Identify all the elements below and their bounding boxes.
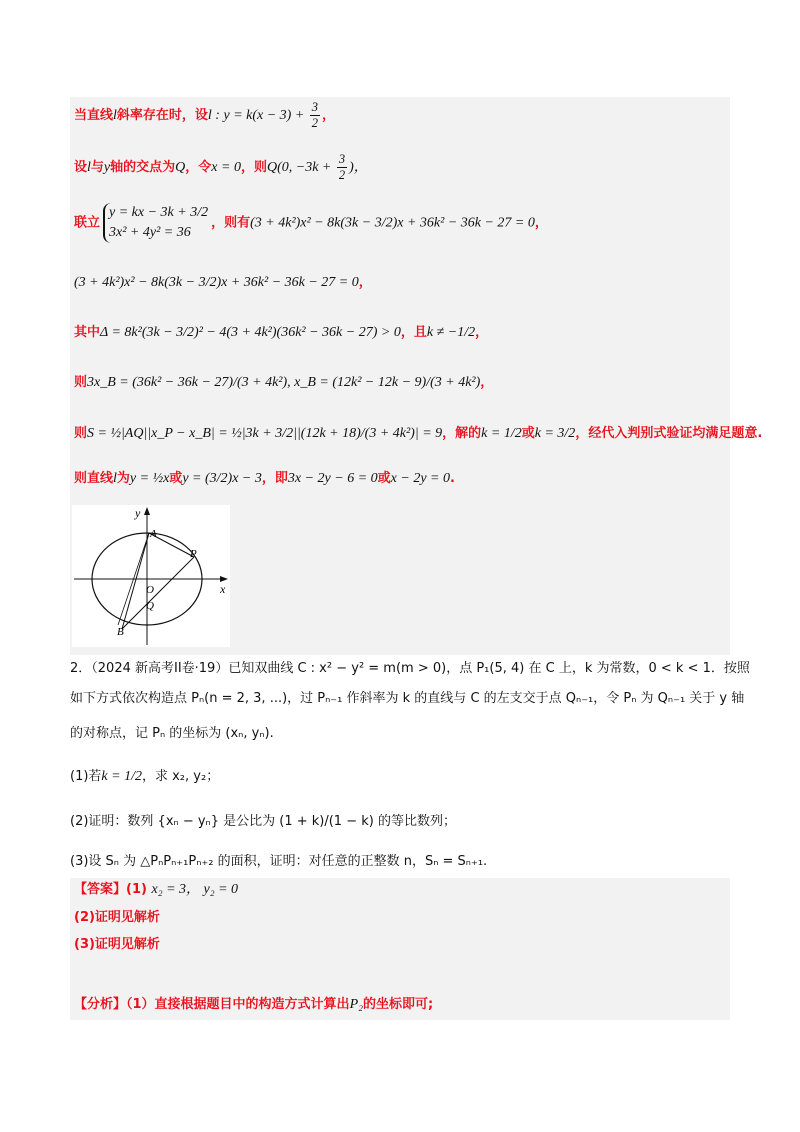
problem2-question-3: (3)设 Sₙ 为 △PₙPₙ₊₁Pₙ₊₂ 的面积，证明：对任意的正整数 n，Sₙ = Sₙ₊₁.: [70, 854, 488, 869]
problem2-line-3: 的对称点，记 Pₙ 的坐标为 (xₙ, yₙ).: [70, 726, 274, 741]
answer-line-1: 【答案】(1) x₂ = 3， y₂ = 0: [74, 882, 239, 897]
problem2-question-2: (2)证明：数列 {xₙ − yₙ} 是公比为 (1 + k)/(1 − k) 的等比数列；: [70, 814, 456, 829]
solution-line-2: 设l与y轴的交点为Q，令x = 0，则Q(0, −3k + $\frac{3}{2}$ )，: [74, 152, 368, 182]
ellipse-diagram-svg: [72, 505, 230, 647]
answer-line-3: (3)证明见解析: [74, 937, 160, 952]
solution-line-5: 其中Δ = 8k²(3k − 3/2)² − 4(3 + 4k²)(36k² − 36k − 27) > 0，且k ≠ −1/2，: [74, 325, 489, 340]
problem2-question-1: (1)若k = 1/2，求 x₂, y₂；: [70, 769, 220, 784]
solution-line-7: 则S = ½|AQ||x_P − x_B| = ½|3k + 3/2||(12k + 18)/(3 + 4k²)| = 9，解的k = 1/2或k = 3/2，经代入判别式验证均满足题意.: [74, 426, 763, 441]
label-P: P: [190, 548, 197, 560]
segment-AB: [122, 533, 149, 629]
problem2-line-2: 如下方式依次构造点 Pₙ(n = 2, 3, ...)，过 Pₙ₋₁ 作斜率为 k 的直线与 C 的左支交于点 Qₙ₋₁，令 Pₙ 为 Qₙ₋₁ 关于 y 轴: [70, 691, 745, 706]
ellipse-figure: [72, 505, 230, 647]
answer-line-2: (2)证明见解析: [74, 910, 160, 925]
label-O: O: [146, 584, 154, 596]
label-B: B: [117, 626, 124, 638]
label-A: A: [150, 528, 157, 540]
analysis-line: 【分析】（1）直接根据题目中的构造方式计算出P₂的坐标即可;: [74, 997, 434, 1012]
solution-line-6: 则3x_B = (36k² − 36k − 27)/(3 + 4k²), x_B = (12k² − 12k − 9)/(3 + 4k²)，: [74, 375, 494, 390]
label-y: y: [135, 506, 141, 520]
label-Q: Q: [146, 600, 154, 612]
solution-line-1: 当直线l斜率存在时，设l : y = k(x − 3) + $\frac{3}{2}$ ，: [74, 100, 336, 130]
problem2-line-1: 2．（2024 新高考II卷·19）已知双曲线 C : x² − y² = m(m > 0)，点 P₁(5, 4) 在 C 上，k 为常数，0 < k < 1．按照: [70, 661, 750, 676]
y-axis-arrow: [144, 507, 150, 515]
label-x: x: [220, 582, 226, 596]
solution-line-4: (3 + 4k²)x² − 8k(3k − 3/2)x + 36k² − 36k − 27 = 0，: [74, 275, 372, 290]
solution-line-8: 则直线l为y = ½x或y = (3/2)x − 3，即3x − 2y − 6 = 0或x − 2y = 0.: [74, 471, 455, 486]
solution-line-3: 联立 y = kx − 3k + 3/2 3x² + 4y² = 36 ，则有(3 + 4k²)x² − 8k(3k − 3/2)x + 36k² − 36k − 27 = 0，: [74, 203, 548, 243]
segment-PB: [122, 557, 194, 629]
